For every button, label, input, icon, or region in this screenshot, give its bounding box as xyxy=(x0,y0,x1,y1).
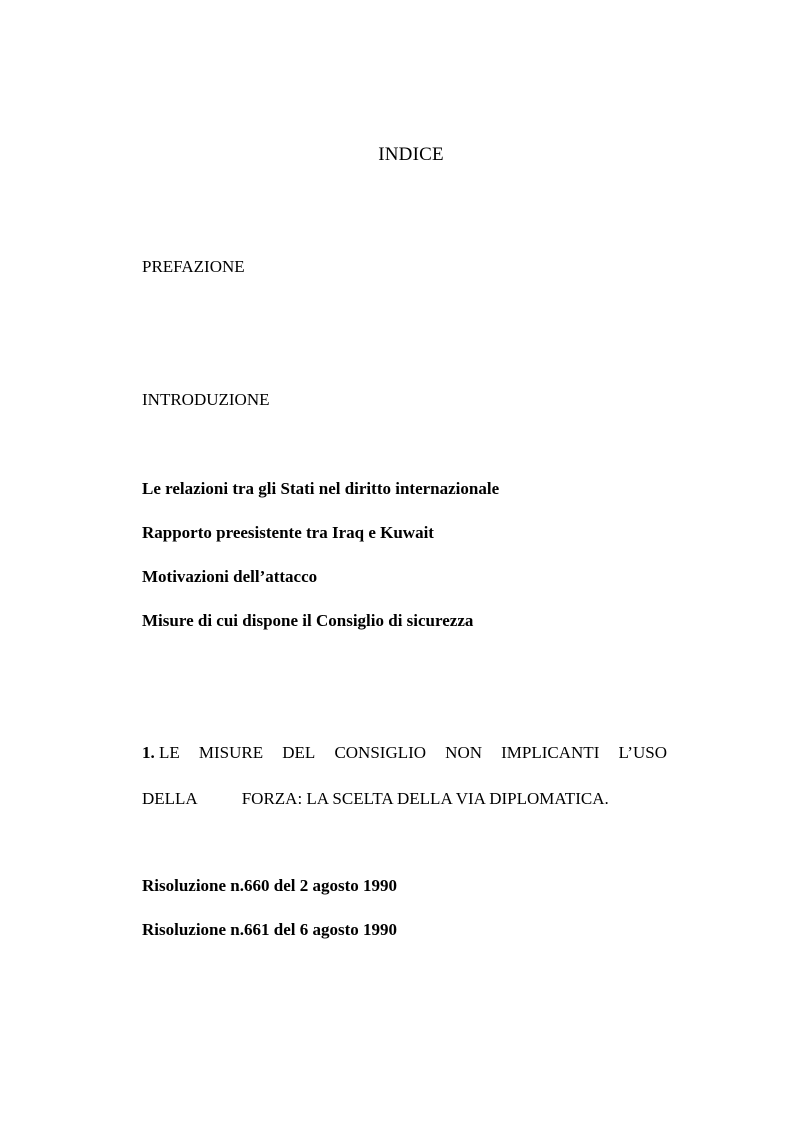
intro-item: Motivazioni dell’attacco xyxy=(142,567,318,586)
chapter-word: L’USO xyxy=(618,743,667,762)
section-introduzione: INTRODUZIONE xyxy=(142,390,270,409)
intro-item: Le relazioni tra gli Stati nel diritto internazionale xyxy=(142,479,500,498)
chapter-number: 1. xyxy=(142,743,155,762)
chapter-word: MISURE xyxy=(198,743,264,762)
intro-item: Rapporto preesistente tra Iraq e Kuwait xyxy=(142,523,434,542)
chapter-word: CONSIGLIO xyxy=(334,743,427,762)
intro-item: Misure di cui dispone il Consiglio di sicurezza xyxy=(142,611,474,630)
chapter-word: LE xyxy=(159,743,180,762)
chapter-1-item: Risoluzione n.660 del 2 agosto 1990 xyxy=(142,876,398,895)
page-title: INDICE xyxy=(378,144,444,165)
chapter-1-heading-line-1 xyxy=(142,743,667,763)
chapter-1-item: Risoluzione n.661 del 6 agosto 1990 xyxy=(142,920,398,939)
chapter-word: NON xyxy=(445,743,483,762)
chapter-word: DELLA xyxy=(142,789,198,808)
chapter-word: DEL xyxy=(282,743,316,762)
section-prefazione: PREFAZIONE xyxy=(142,257,245,276)
chapter-heading-rest: FORZA: LA SCELTA DELLA VIA DIPLOMATICA. xyxy=(241,789,609,808)
chapter-word: IMPLICANTI xyxy=(501,743,600,762)
chapter-1-heading-line-2 xyxy=(142,789,609,809)
chapter-1-first-word xyxy=(142,743,180,763)
